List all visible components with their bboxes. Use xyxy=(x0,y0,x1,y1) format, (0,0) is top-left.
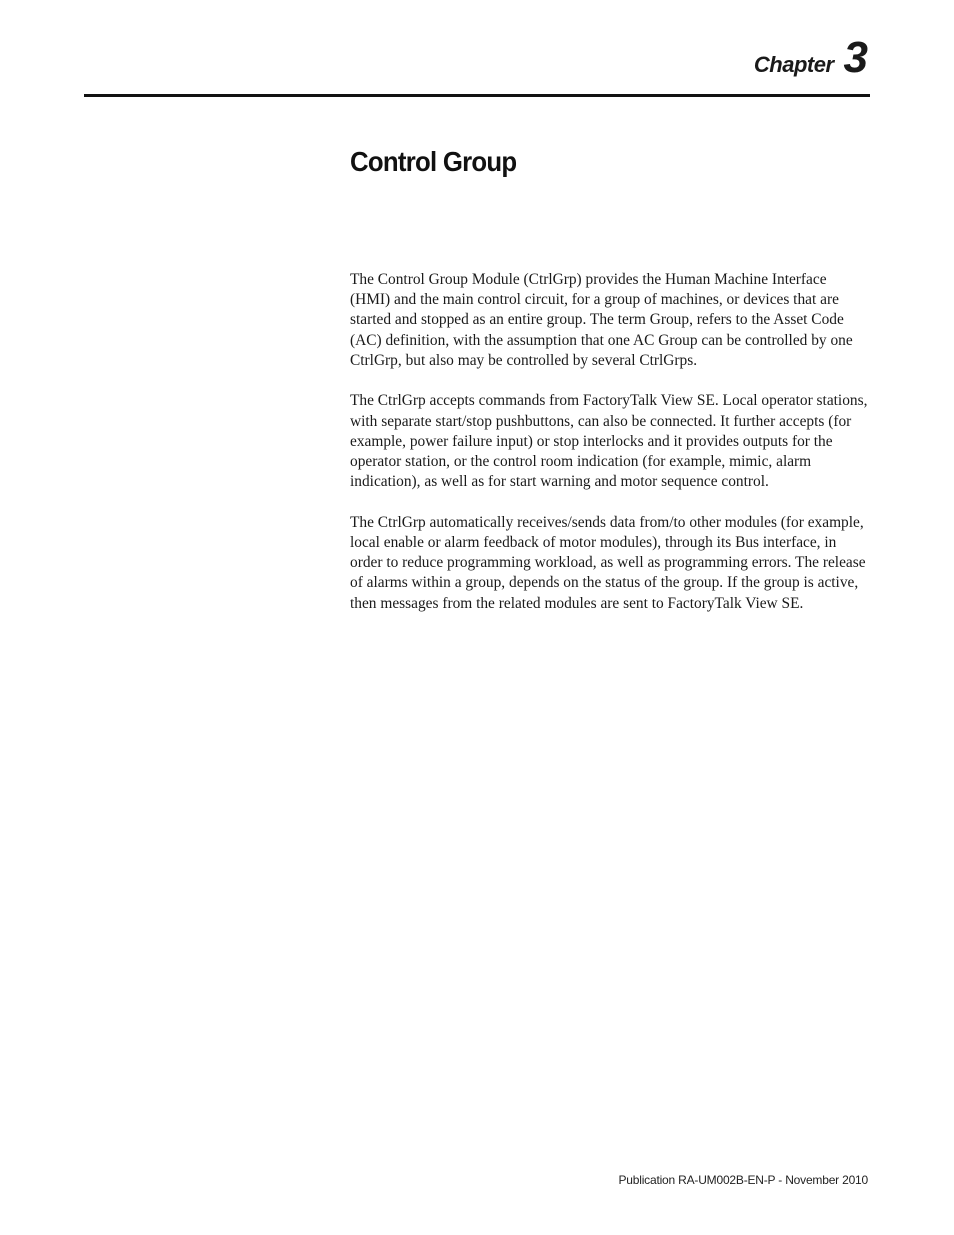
publication-footer: Publication RA-UM002B-EN-P - November 2010 xyxy=(618,1173,868,1187)
body-text xyxy=(350,270,870,634)
page-title: Control Group xyxy=(350,146,517,177)
chapter-heading xyxy=(753,33,868,84)
paragraph-2: The CtrlGrp accepts commands from FactoryTalk View SE. Local operator stations, with separate start/stop pushbuttons, can also be connected. It further accepts (for example, power failure input) or stop interlocks and it provides outputs for the operator station, or the control room indication (for example, mimic, alarm indication), as well as for start warning and motor sequence control. xyxy=(350,392,868,491)
paragraph-1: The Control Group Module (CtrlGrp) provides the Human Machine Interface (HMI) and the main control circuit, for a group of machines, or devices that are started and stopped as an entire group. The term Group, refers to the Asset Code (AC) definition, with the assumption that one AC Group can be controlled by one CtrlGrp, but also may be controlled by several CtrlGrps. xyxy=(350,271,853,369)
chapter-number: 3 xyxy=(843,33,868,82)
paragraph-3: The CtrlGrp automatically receives/sends data from/to other modules (for example, local enable or alarm feedback of motor modules), through its Bus interface, in order to reduce programming workload, as well as programming errors. The release of alarms within a group, depends on the status of the group. If the group is active, then messages from the related modules are sent to FactoryTalk View SE. xyxy=(350,513,866,612)
header-divider xyxy=(84,94,870,97)
chapter-label: Chapter xyxy=(753,52,834,77)
